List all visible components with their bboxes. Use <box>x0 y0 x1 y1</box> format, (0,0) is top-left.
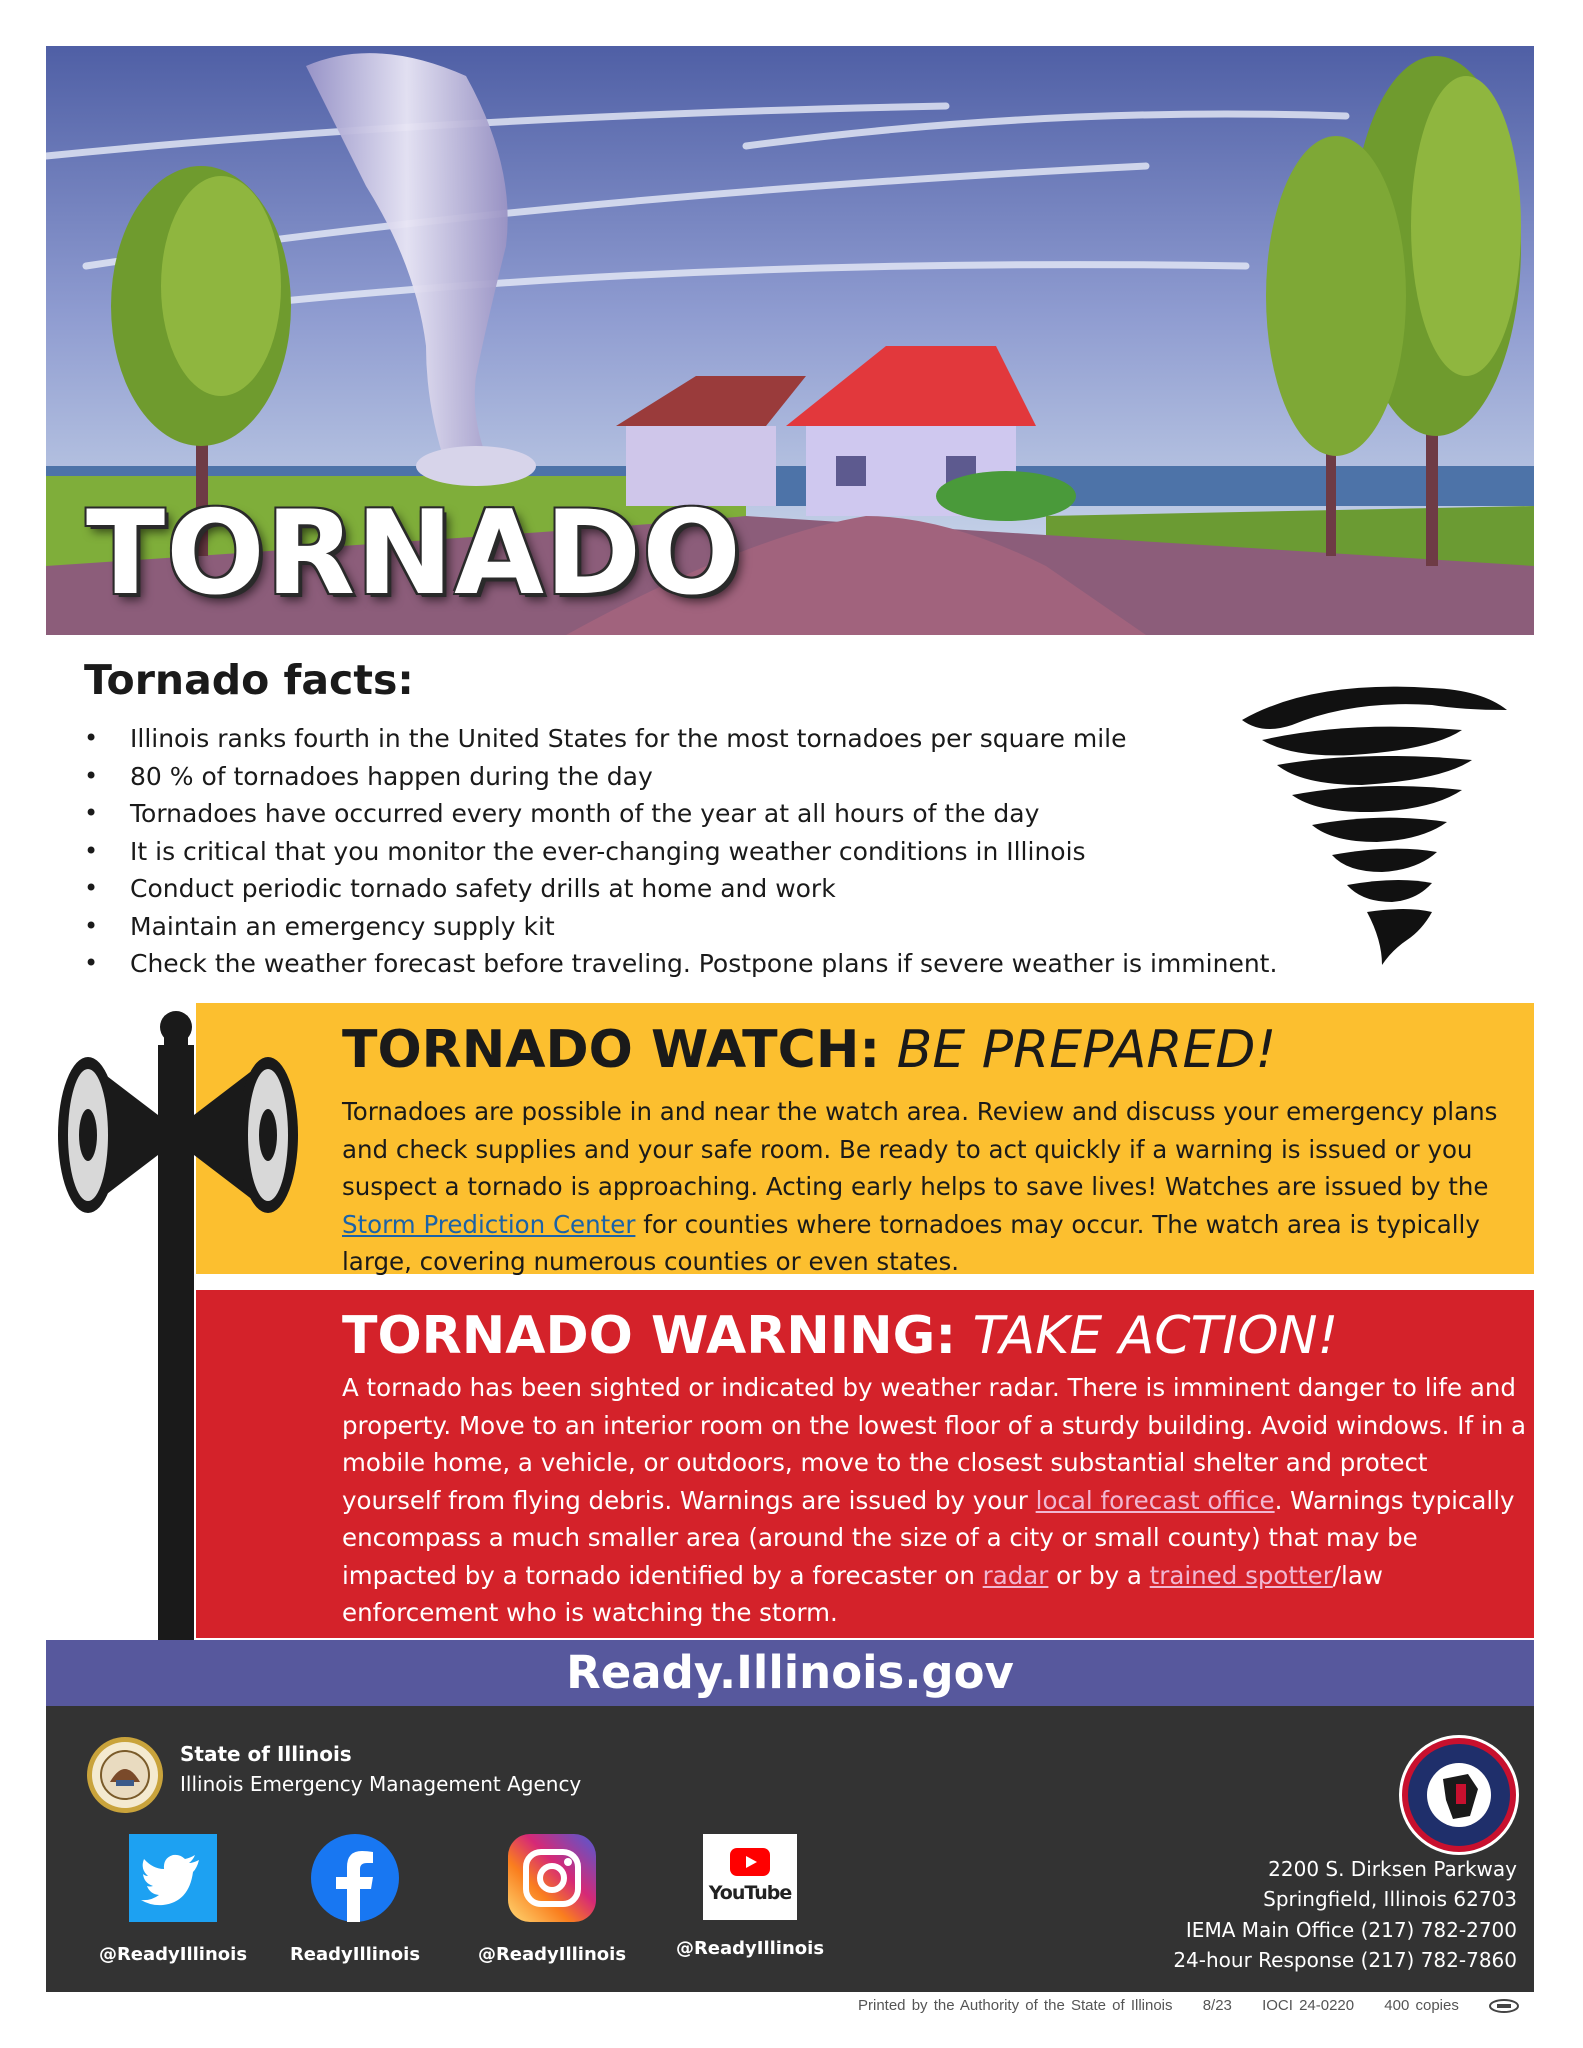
print-date: 8/23 <box>1202 1997 1232 2014</box>
watch-body <box>342 1093 1527 1281</box>
trained-spotter-link[interactable]: trained spotter <box>1149 1560 1333 1590</box>
website-link[interactable]: Ready.Illinois.gov <box>566 1646 1014 1699</box>
watch-text: Tornadoes are possible in and near the watch area. Review and discuss your emergency plans and check supplies and your safe room. Be ready to act quickly if a warning is issued or you suspect a tornado is approaching. Acting early helps to save lives! Watches are issued by the <box>342 1097 1498 1201</box>
tornado-funnel-icon <box>1232 680 1522 975</box>
state-name: State of Illinois <box>180 1742 352 1766</box>
warning-heading <box>342 1306 1339 1366</box>
address-line: 2200 S. Dirksen Parkway <box>1268 1857 1517 1881</box>
state-seal-icon <box>86 1736 164 1818</box>
fact-item: • It is critical that you monitor the ever-changing weather conditions in Illinois <box>84 833 1277 871</box>
print-authority: Printed by the Authority of the State of Illinois <box>858 1997 1173 2014</box>
twitter-social[interactable] <box>73 1834 273 1965</box>
warning-text: . Warnings typically encompass a much smaller area (around the size of a city or small county) that may be impacted by a tornado identified by a forecaster on <box>342 1485 1515 1590</box>
local-forecast-office-link[interactable]: local forecast office <box>1035 1485 1275 1515</box>
print-ioci: IOCI 24-0220 <box>1262 1997 1355 2014</box>
radar-link[interactable]: radar <box>982 1560 1049 1590</box>
facts-list <box>84 720 1277 983</box>
hero-title: TORNADO <box>86 486 742 621</box>
fact-item: • Conduct periodic tornado safety drills at home and work <box>84 870 1277 908</box>
facebook-handle: ReadyIllinois <box>289 1944 421 1965</box>
storm-prediction-center-link[interactable]: Storm Prediction Center <box>342 1209 636 1239</box>
fact-item: • Tornadoes have occurred every month of the year at all hours of the day <box>84 795 1277 833</box>
hero-illustration <box>46 46 1534 635</box>
warning-heading-italic: TAKE ACTION! <box>956 1306 1339 1366</box>
warning-heading-bold: TORNADO WARNING: <box>342 1306 957 1366</box>
facts-heading: Tornado facts: <box>84 656 414 704</box>
siren-icon <box>46 1005 316 1650</box>
facebook-social[interactable] <box>255 1834 455 1965</box>
twitter-handle: @ReadyIllinois <box>98 1944 248 1965</box>
youtube-wordmark: YouTube <box>708 1882 792 1904</box>
fact-item: • Check the weather forecast before traveling. Postpone plans if severe weather is imminent. <box>84 945 1277 983</box>
website-bar <box>46 1640 1534 1706</box>
warning-text: /law enforcement who is watching the storm. <box>342 1560 1383 1627</box>
youtube-handle: @ReadyIllinois <box>675 1938 825 1959</box>
fact-item: • 80 % of tornadoes happen during the day <box>84 758 1277 796</box>
footer <box>46 1706 1534 1992</box>
warning-body <box>342 1369 1527 1632</box>
tornado-warning-panel <box>196 1290 1534 1638</box>
address-line: 24-hour Response (217) 782-7860 <box>1173 1948 1517 1972</box>
twitter-icon[interactable] <box>129 1834 217 1922</box>
watch-heading-italic: BE PREPARED! <box>880 1020 1277 1080</box>
watch-text: for counties where tornadoes may occur. The watch area is typically large, covering numerous counties or even states. <box>342 1209 1480 1276</box>
facebook-icon[interactable] <box>311 1834 399 1922</box>
iema-seal-icon <box>1398 1734 1520 1860</box>
address-line: Springfield, Illinois 62703 <box>1263 1887 1517 1911</box>
instagram-social[interactable] <box>452 1834 652 1965</box>
fact-item: • Illinois ranks fourth in the United States for the most tornadoes per square mile <box>84 720 1277 758</box>
youtube-icon[interactable] <box>703 1834 797 1920</box>
print-notice <box>858 1997 1519 2014</box>
watch-heading <box>342 1020 1277 1080</box>
youtube-social[interactable] <box>650 1834 850 1959</box>
warning-text: or by a <box>1048 1560 1150 1590</box>
print-copies: 400 copies <box>1384 1997 1459 2014</box>
tornado-watch-panel <box>196 1003 1534 1274</box>
fact-item: • Maintain an emergency supply kit <box>84 908 1277 946</box>
agency-name: Illinois Emergency Management Agency <box>180 1772 582 1796</box>
union-bug-icon <box>1489 1999 1519 2013</box>
instagram-icon[interactable] <box>508 1834 596 1922</box>
watch-heading-bold: TORNADO WATCH: <box>342 1020 881 1080</box>
address-line: IEMA Main Office (217) 782-2700 <box>1185 1918 1517 1942</box>
warning-text: A tornado has been sighted or indicated by weather radar. There is imminent danger to life and property. Move to an interior room on the lowest floor of a sturdy building. Avoid windows. If in a mobile home, a vehicle, or outdoors, move to the closest substantial shelter and protect yourself from flying debris. Warnings are issued by your <box>342 1373 1527 1515</box>
instagram-handle: @ReadyIllinois <box>477 1944 627 1965</box>
